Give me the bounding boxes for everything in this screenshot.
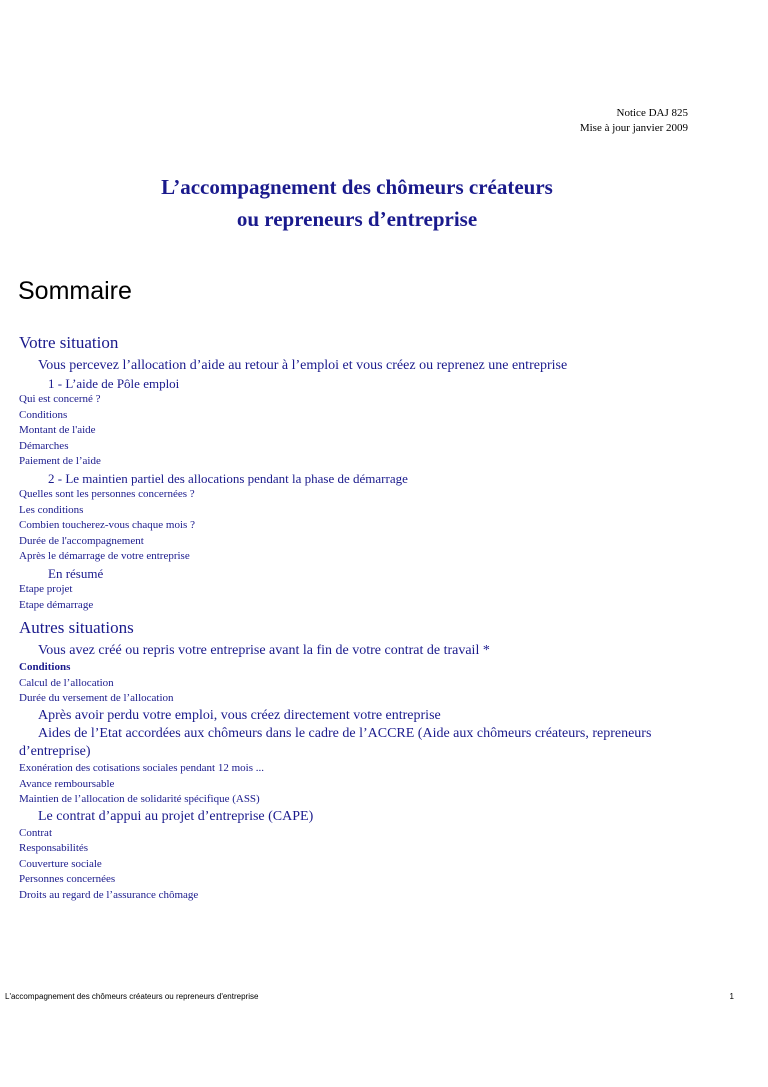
toc-subsubsection-link[interactable]: 1 - L’aide de Pôle emploi — [48, 376, 180, 391]
toc-item-link[interactable]: Durée du versement de l’allocation — [19, 692, 174, 705]
toc-item-link[interactable]: Paiement de l’aide — [19, 455, 101, 468]
sommaire-heading: Sommaire — [18, 277, 132, 305]
footer-title: L'accompagnement des chômeurs créateurs ou repreneurs d'entreprise — [5, 992, 259, 1001]
toc-subsection-link[interactable]: Après avoir perdu votre emploi, vous créez directement votre entreprise — [38, 707, 441, 723]
toc-subsection-link[interactable]: Aides de l’Etat accordées aux chômeurs dans le cadre de l’ACCRE (Aide aux chômeurs créateurs, repreneurs d’entreprise) — [19, 725, 652, 759]
toc-item-link[interactable]: Personnes concernées — [19, 873, 116, 886]
toc-subsubsection-link[interactable]: 2 - Le maintien partiel des allocations pendant la phase de démarrage — [48, 470, 408, 486]
toc-item-link[interactable]: Droits au regard de l’assurance chômage — [19, 889, 199, 902]
update-date: Mise à jour janvier 2009 — [579, 122, 688, 134]
toc-item-link[interactable]: Etape démarrage — [19, 598, 94, 611]
notice-reference: Notice DAJ 825 — [616, 107, 688, 119]
toc-item-link[interactable]: Contrat — [19, 826, 52, 839]
toc-section-link[interactable]: Autres situations — [19, 618, 134, 638]
toc-item-link[interactable]: Durée de l'accompagnement — [19, 534, 144, 547]
document-title-line-1: L’accompagnement des chômeurs créateurs — [161, 175, 553, 199]
toc-subsubsection-link[interactable]: En résumé — [48, 565, 104, 581]
toc-item-link[interactable]: Exonération des cotisations sociales pendant 12 mois ... — [19, 761, 265, 774]
toc-item-link[interactable]: Les conditions — [19, 503, 84, 516]
toc-item-link[interactable]: Responsabilités — [19, 842, 89, 855]
toc-item-link[interactable]: Montant de l'aide — [19, 424, 96, 437]
toc-item-link[interactable]: Après le démarrage de votre entreprise — [19, 550, 190, 563]
toc-item-link[interactable]: Calcul de l’allocation — [19, 676, 114, 689]
toc-item-link[interactable]: Démarches — [19, 439, 69, 452]
toc-section-link[interactable]: Votre situation — [19, 333, 119, 352]
page-number: 1 — [729, 992, 734, 1001]
toc-subsection-link[interactable]: Vous percevez l’allocation d’aide au retour à l’emploi et vous créez ou reprenez une entreprise — [38, 358, 568, 373]
document-title-line-2: ou repreneurs d’entreprise — [236, 207, 478, 231]
toc-item-link[interactable]: Couverture sociale — [19, 857, 102, 870]
toc-subsection-link[interactable]: Le contrat d’appui au projet d’entreprise (CAPE) — [38, 808, 314, 824]
table-of-contents — [19, 328, 709, 904]
toc-item-link[interactable]: Etape projet — [19, 582, 73, 595]
toc-item-link[interactable]: Avance remboursable — [19, 777, 115, 790]
toc-item-link[interactable]: Combien toucherez-vous chaque mois ? — [19, 519, 195, 532]
toc-subsection-link[interactable]: Vous avez créé ou repris votre entreprise avant la fin de votre contrat de travail * — [38, 643, 490, 659]
toc-item-link[interactable]: Maintien de l’allocation de solidarité spécifique (ASS) — [19, 793, 260, 806]
toc-item-link[interactable]: Conditions — [19, 661, 71, 674]
toc-item-link[interactable]: Quelles sont les personnes concernées ? — [19, 487, 195, 500]
toc-item-link[interactable]: Qui est concerné ? — [19, 393, 101, 405]
toc-item-link[interactable]: Conditions — [19, 408, 68, 421]
